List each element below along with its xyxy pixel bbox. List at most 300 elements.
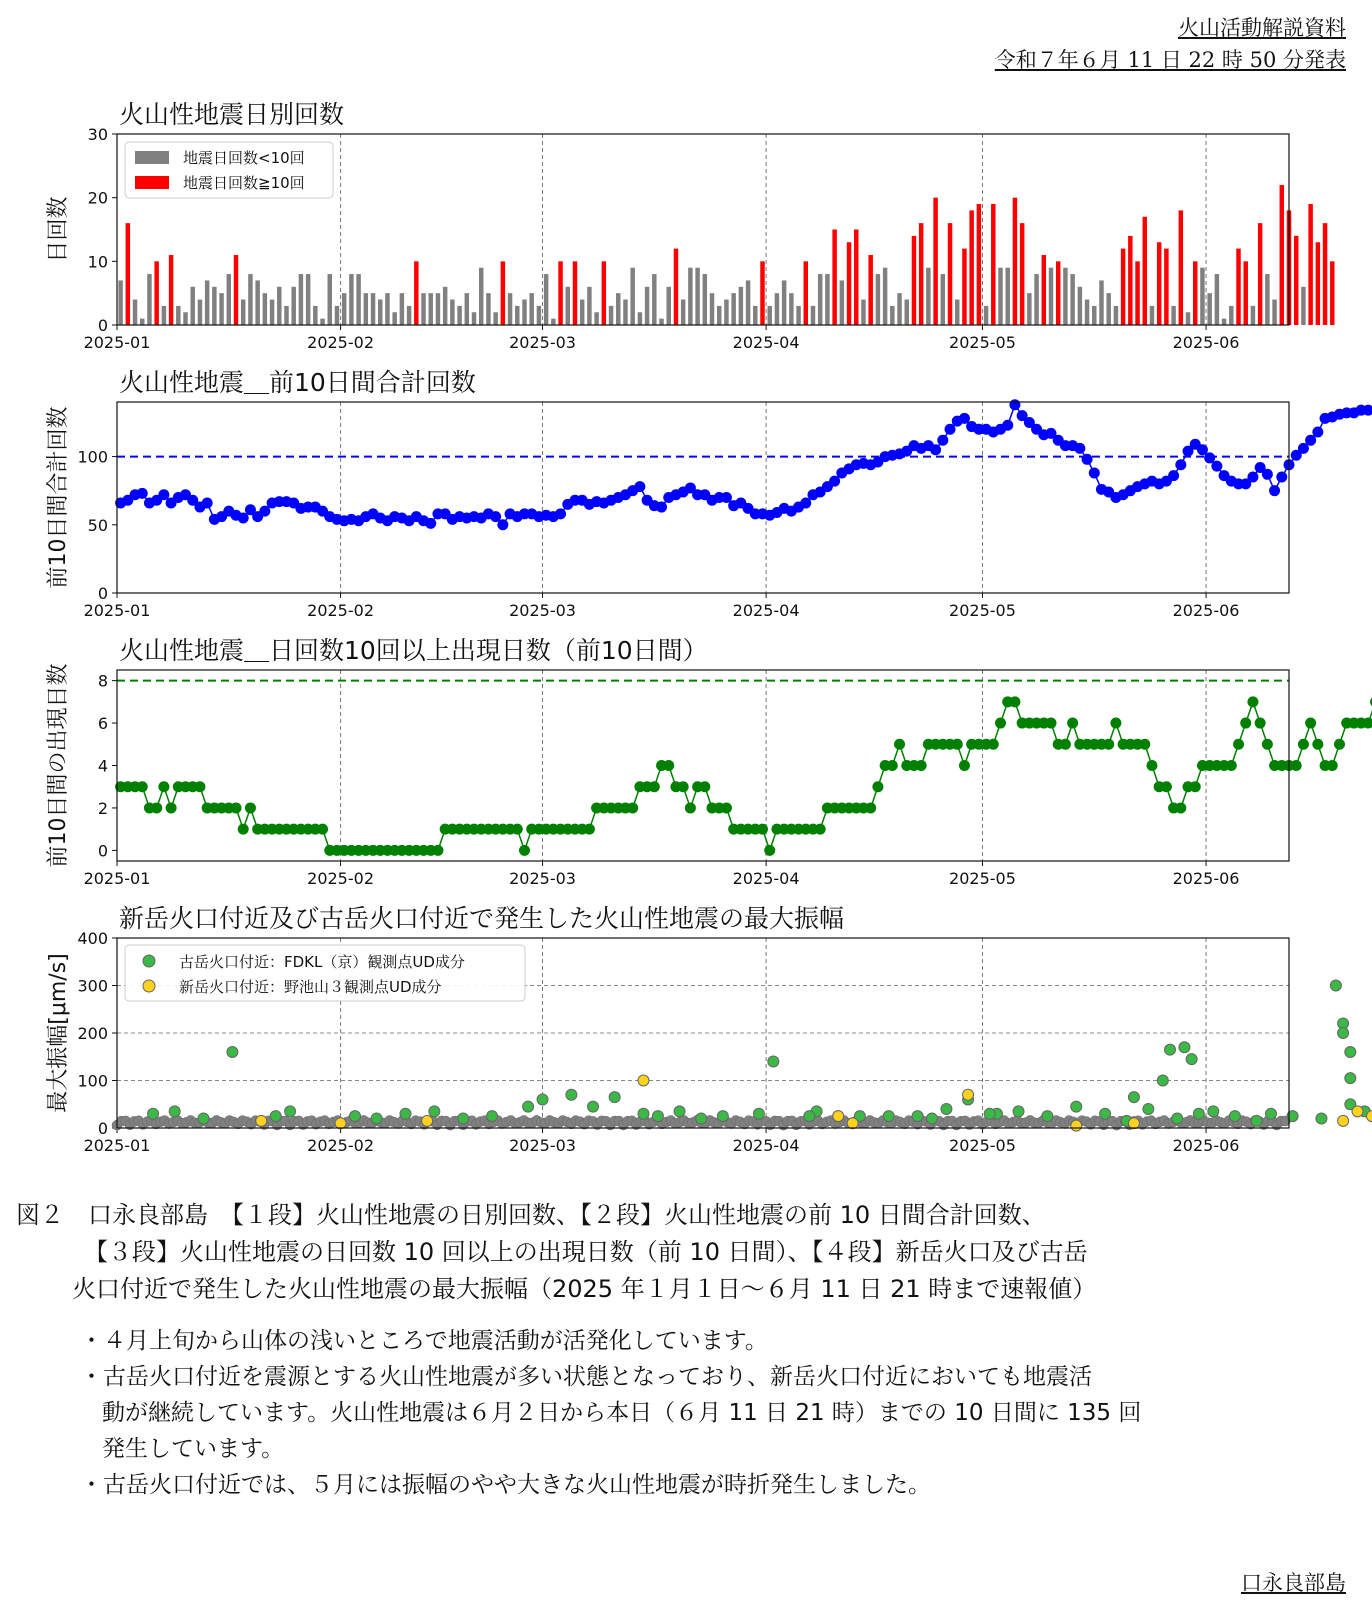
- data-point: [497, 519, 508, 530]
- bar-low: [739, 287, 743, 325]
- bar-low: [1049, 268, 1053, 325]
- bar-low: [1114, 306, 1118, 325]
- bar-high: [1157, 242, 1161, 325]
- bar-low: [630, 268, 634, 325]
- bar-low: [681, 300, 685, 325]
- caption-line-1: 図２ 口永良部島 【１段】火山性地震の日別回数、【２段】火山性地震の前 10 日間合計回数、: [16, 1201, 1046, 1229]
- bar-low: [392, 312, 396, 325]
- bar-high: [1020, 223, 1024, 325]
- y-tick-label: 0: [97, 584, 108, 603]
- event-fudake: [1330, 980, 1341, 991]
- bar-low: [811, 306, 815, 325]
- bar-low: [818, 274, 822, 325]
- bar-high: [868, 255, 872, 325]
- x-tick-label: 2025-05: [949, 869, 1016, 888]
- bar-high: [847, 242, 851, 325]
- x-tick-label: 2025-04: [732, 333, 800, 352]
- bar-low: [767, 306, 771, 325]
- bar-high: [1121, 249, 1125, 325]
- bar-low: [349, 274, 353, 325]
- event-fudake: [1071, 1101, 1082, 1112]
- event-shindake: [1128, 1118, 1139, 1129]
- data-point: [685, 802, 696, 813]
- event-fudake: [1345, 1047, 1356, 1058]
- data-point: [995, 718, 1006, 729]
- y-tick-label: 200: [77, 1024, 108, 1043]
- bar-low: [1027, 293, 1031, 325]
- chart-panel-2: [46, 368, 1372, 620]
- bar-low: [638, 312, 642, 325]
- data-point: [1067, 718, 1078, 729]
- data-point: [555, 508, 566, 519]
- bar-low: [1251, 306, 1255, 325]
- y-tick-label: 300: [77, 976, 108, 996]
- bar-low: [436, 293, 440, 325]
- event-fudake: [285, 1106, 296, 1117]
- bar-low: [421, 293, 425, 325]
- bar-low: [190, 287, 194, 325]
- event-shindake: [963, 1089, 974, 1100]
- bar-low: [1063, 268, 1067, 325]
- bar-low: [1099, 280, 1103, 325]
- bar-low: [551, 319, 555, 325]
- data-point: [1190, 781, 1201, 792]
- note-2a: ・古岳火口付近を震源とする火山性地震が多い状態となっており、新岳火口付近においても地震活: [80, 1364, 1092, 1390]
- y-tick-label: 0: [97, 316, 108, 335]
- publish-time: 令和７年６月 11 日 22 時 50 分発表: [994, 48, 1346, 72]
- bar-low: [400, 293, 404, 325]
- data-point: [231, 802, 242, 813]
- data-point: [1045, 718, 1056, 729]
- data-point: [1009, 696, 1020, 707]
- bar-low: [255, 280, 259, 325]
- data-point: [194, 781, 205, 792]
- event-shindake: [1352, 1106, 1363, 1117]
- bar-low: [263, 293, 267, 325]
- caption-line-3: 火口付近で発生した火山性地震の最大振幅（2025 年１月１日～６月 11 日 21 時まで速報値）: [72, 1275, 1097, 1303]
- bar-low: [789, 293, 793, 325]
- legend-swatch-gray: [135, 151, 169, 164]
- event-shindake: [422, 1115, 433, 1126]
- data-point: [959, 760, 970, 771]
- bar-high: [832, 230, 836, 326]
- event-fudake: [400, 1108, 411, 1119]
- event-fudake: [912, 1111, 923, 1122]
- bar-high: [760, 261, 764, 325]
- bar-low: [147, 274, 151, 325]
- data-point: [1074, 443, 1085, 454]
- data-point: [815, 824, 826, 835]
- bar-high: [912, 236, 916, 325]
- bar-low: [861, 300, 865, 325]
- data-point: [1262, 469, 1273, 480]
- bar-high: [1179, 210, 1183, 325]
- event-fudake: [753, 1108, 764, 1119]
- legend-label-low: 地震日回数<10回: [183, 149, 305, 167]
- bar-low: [508, 293, 512, 325]
- event-fudake: [652, 1111, 663, 1122]
- bar-low: [162, 306, 166, 325]
- bar-low: [616, 293, 620, 325]
- bar-high: [1330, 261, 1334, 325]
- data-point: [1168, 470, 1179, 481]
- event-shindake: [1338, 1115, 1349, 1126]
- bar-low: [198, 300, 202, 325]
- bar-low: [544, 274, 548, 325]
- footer-volcano-name: 口永良部島: [1241, 1571, 1346, 1595]
- event-shindake: [1071, 1120, 1082, 1131]
- bar-low: [443, 287, 447, 325]
- y-tick-label: 4: [97, 756, 108, 776]
- bar-low: [731, 293, 735, 325]
- bar-low: [486, 293, 490, 325]
- x-tick-label: 2025-01: [83, 1136, 151, 1155]
- bar-low: [140, 319, 144, 325]
- bar-low: [241, 300, 245, 325]
- bar-low: [1215, 274, 1219, 325]
- event-fudake: [1186, 1054, 1197, 1065]
- bar-high: [1308, 204, 1312, 325]
- data-point: [1002, 420, 1013, 431]
- bar-low: [284, 306, 288, 325]
- bar-low: [1171, 306, 1175, 325]
- x-tick-label: 2025-02: [307, 869, 375, 888]
- bar-low: [659, 319, 663, 325]
- bar-low: [1034, 274, 1038, 325]
- bar-low: [313, 306, 317, 325]
- legend: [125, 142, 333, 198]
- bar-low: [955, 300, 959, 325]
- bar-low: [587, 287, 591, 325]
- data-point: [988, 739, 999, 750]
- bar-low: [623, 300, 627, 325]
- bar-low: [183, 312, 187, 325]
- data-point: [1082, 454, 1093, 465]
- bar-low: [717, 306, 721, 325]
- data-point: [930, 444, 941, 455]
- bar-low: [1150, 306, 1154, 325]
- event-fudake: [1172, 1113, 1183, 1124]
- bar-low: [450, 300, 454, 325]
- bar-low: [566, 287, 570, 325]
- event-fudake: [1208, 1106, 1219, 1117]
- y-axis-label: 前10日間合計回数: [46, 406, 71, 589]
- bar-high: [501, 261, 505, 325]
- bar-low: [291, 287, 295, 325]
- bar-high: [948, 223, 952, 325]
- bar-low: [515, 306, 519, 325]
- x-tick-label: 2025-02: [307, 333, 375, 352]
- data-point: [663, 760, 674, 771]
- bar-low: [320, 319, 324, 325]
- bar-low: [1070, 274, 1074, 325]
- data-point: [1262, 739, 1273, 750]
- note-2c: 発生しています。: [102, 1436, 285, 1462]
- data-point: [432, 845, 443, 856]
- y-tick-label: 50: [87, 515, 108, 535]
- y-tick-label: 20: [87, 188, 108, 208]
- event-fudake: [429, 1106, 440, 1117]
- legend-marker-yellow: [143, 980, 155, 992]
- data-point: [519, 845, 530, 856]
- event-shindake: [256, 1115, 267, 1126]
- data-point: [1211, 461, 1222, 472]
- bar-low: [710, 293, 714, 325]
- chart-title: 火山性地震＿日回数10回以上出現日数（前10日間）: [119, 636, 708, 665]
- bar-low: [695, 268, 699, 325]
- bar-low: [212, 287, 216, 325]
- bar-high: [169, 255, 173, 325]
- bar-low: [537, 306, 541, 325]
- data-point: [151, 802, 162, 813]
- x-tick-label: 2025-01: [83, 869, 151, 888]
- data-point: [1269, 485, 1280, 496]
- data-point: [158, 781, 169, 792]
- bar-low: [703, 274, 707, 325]
- bar-high: [933, 198, 937, 325]
- bar-high: [969, 210, 973, 325]
- data-point: [1247, 696, 1258, 707]
- x-tick-label: 2025-04: [732, 1136, 800, 1155]
- notes: [80, 1323, 1350, 1503]
- bar-low: [457, 306, 461, 325]
- event-shindake: [847, 1118, 858, 1129]
- bar-low: [652, 274, 656, 325]
- event-fudake: [1265, 1108, 1276, 1119]
- note-3: ・古岳火口付近では、５月には振幅のやや大きな火山性地震が時折発生しました。: [80, 1472, 931, 1498]
- bar-low: [998, 268, 1002, 325]
- bar-high: [1294, 236, 1298, 325]
- bar-low: [753, 306, 757, 325]
- data-point: [1312, 427, 1323, 438]
- bar-high: [991, 204, 995, 325]
- y-tick-label: 30: [87, 125, 108, 144]
- bar-low: [667, 287, 671, 325]
- bar-high: [573, 261, 577, 325]
- data-point: [872, 781, 883, 792]
- data-point: [937, 435, 948, 446]
- bar-low: [1272, 300, 1276, 325]
- chart-panel-4: [46, 904, 1372, 1155]
- x-tick-label: 2025-06: [1172, 333, 1240, 352]
- data-point: [317, 824, 328, 835]
- data-point: [699, 781, 710, 792]
- x-tick-label: 2025-01: [83, 333, 151, 352]
- data-point: [1146, 760, 1157, 771]
- y-tick-label: 10: [87, 252, 108, 272]
- bar-high: [1323, 223, 1327, 325]
- bar-high: [919, 223, 923, 325]
- event-fudake: [1164, 1044, 1175, 1055]
- event-fudake: [1157, 1075, 1168, 1086]
- legend-swatch-red: [135, 176, 169, 189]
- bar-low: [428, 293, 432, 325]
- bar-low: [825, 274, 829, 325]
- event-shindake: [335, 1118, 346, 1129]
- bar-low: [926, 268, 930, 325]
- event-fudake: [1338, 1028, 1349, 1039]
- y-tick-label: 0: [97, 1119, 108, 1138]
- chart-title: 火山性地震＿前10日間合計回数: [119, 368, 476, 397]
- bar-low: [407, 306, 411, 325]
- bar-low: [176, 306, 180, 325]
- legend-label-high: 地震日回数≧10回: [183, 174, 305, 192]
- data-point: [202, 497, 213, 508]
- event-fudake: [674, 1106, 685, 1117]
- data-point: [757, 824, 768, 835]
- y-tick-label: 100: [77, 447, 108, 467]
- bar-low: [775, 293, 779, 325]
- x-tick-label: 2025-02: [307, 1136, 375, 1155]
- data-point: [584, 824, 595, 835]
- chart-panel-1: [46, 100, 1335, 352]
- data-point: [1312, 739, 1323, 750]
- bar-low: [905, 300, 909, 325]
- event-fudake: [941, 1104, 952, 1115]
- event-fudake: [588, 1101, 599, 1112]
- event-fudake: [227, 1047, 238, 1058]
- legend-label-shindake: 新岳火口付近：野池山３観測点UD成分: [179, 978, 442, 996]
- event-fudake: [926, 1113, 937, 1124]
- event-fudake: [609, 1092, 620, 1103]
- event-fudake: [1251, 1115, 1262, 1126]
- event-fudake: [804, 1111, 815, 1122]
- bar-low: [883, 268, 887, 325]
- data-point: [649, 781, 660, 792]
- data-point: [1139, 739, 1150, 750]
- note-1: ・４月上旬から山体の浅いところで地震活動が活発化しています。: [80, 1328, 768, 1354]
- event-fudake: [1229, 1111, 1240, 1122]
- data-point: [952, 739, 963, 750]
- bar-low: [724, 300, 728, 325]
- bar-low: [796, 306, 800, 325]
- bar-low: [356, 274, 360, 325]
- event-fudake: [523, 1101, 534, 1112]
- data-point: [627, 802, 638, 813]
- bar-low: [890, 306, 894, 325]
- event-fudake: [1013, 1106, 1024, 1117]
- bar-high: [602, 261, 606, 325]
- x-tick-label: 2025-03: [509, 1136, 576, 1155]
- bar-high: [1135, 261, 1139, 325]
- data-point: [887, 760, 898, 771]
- event-fudake: [883, 1111, 894, 1122]
- event-fudake: [148, 1108, 159, 1119]
- event-fudake: [169, 1106, 180, 1117]
- legend: [125, 945, 525, 1001]
- x-tick-label: 2025-03: [509, 869, 576, 888]
- bar-low: [1186, 312, 1190, 325]
- y-tick-label: 0: [97, 841, 108, 861]
- bar-low: [529, 293, 533, 325]
- bar-low: [248, 274, 252, 325]
- y-tick-label: 2: [97, 798, 108, 818]
- bar-low: [1222, 319, 1226, 325]
- data-point: [1103, 739, 1114, 750]
- bar-low: [1078, 287, 1082, 325]
- x-tick-label: 2025-05: [949, 333, 1016, 352]
- bar-low: [219, 293, 223, 325]
- bar-low: [277, 287, 281, 325]
- y-axis-label: 最大振幅[μm/s]: [46, 953, 71, 1113]
- x-tick-label: 2025-03: [509, 333, 576, 352]
- bar-high: [1164, 249, 1168, 325]
- bar-low: [688, 268, 692, 325]
- event-fudake: [717, 1111, 728, 1122]
- y-axis-label: 前10日間の出現日数: [46, 663, 71, 868]
- bar-high: [1143, 217, 1147, 325]
- data-point: [137, 488, 148, 499]
- bar-high: [1193, 261, 1197, 325]
- bar-low: [984, 306, 988, 325]
- x-tick-label: 2025-01: [83, 601, 151, 620]
- bar-low: [1301, 287, 1305, 325]
- bar-low: [522, 300, 526, 325]
- document-type: 火山活動解説資料: [1178, 16, 1346, 40]
- event-fudake: [270, 1111, 281, 1122]
- chart-panel-3: [46, 636, 1372, 888]
- bar-low: [645, 287, 649, 325]
- data-point: [721, 802, 732, 813]
- data-point: [764, 845, 775, 856]
- data-point: [1009, 399, 1020, 410]
- data-point: [1305, 718, 1316, 729]
- bar-low: [328, 274, 332, 325]
- x-tick-label: 2025-04: [732, 869, 800, 888]
- bar-high: [804, 261, 808, 325]
- x-tick-label: 2025-05: [949, 601, 1016, 620]
- bar-low: [1106, 293, 1110, 325]
- bar-high: [1316, 242, 1320, 325]
- chart-title: 火山性地震日別回数: [119, 100, 345, 129]
- bar-high: [558, 261, 562, 325]
- note-2b: 動が継続しています。火山性地震は６月２日から本日（６月 11 日 21 時）までの 10 日間に 135 回: [102, 1400, 1142, 1426]
- data-point: [1276, 472, 1287, 483]
- event-fudake: [696, 1113, 707, 1124]
- bar-low: [227, 274, 231, 325]
- bar-low: [306, 274, 310, 325]
- bar-high: [854, 230, 858, 326]
- bar-low: [479, 268, 483, 325]
- bar-low: [1092, 306, 1096, 325]
- x-tick-label: 2025-06: [1172, 601, 1240, 620]
- bar-high: [1243, 261, 1247, 325]
- legend-label-fudake: 古岳火口付近：FDKL（京）観測点UD成分: [179, 953, 465, 971]
- x-tick-label: 2025-06: [1172, 869, 1240, 888]
- data-point: [1255, 718, 1266, 729]
- bar-low: [782, 280, 786, 325]
- data-point: [1334, 739, 1345, 750]
- bar-low: [1200, 268, 1204, 325]
- bar-high: [1258, 223, 1262, 325]
- data-point: [634, 481, 645, 492]
- event-shindake: [638, 1075, 649, 1086]
- bar-low: [1005, 268, 1009, 325]
- event-shindake: [833, 1111, 844, 1122]
- legend-marker-green: [143, 955, 155, 967]
- chart-title: 新岳火口付近及び古岳火口付近で発生した火山性地震の最大振幅: [119, 904, 845, 933]
- event-fudake: [1179, 1042, 1190, 1053]
- bar-low: [299, 274, 303, 325]
- data-point: [1060, 739, 1071, 750]
- event-fudake: [768, 1056, 779, 1067]
- bar-low: [1229, 306, 1233, 325]
- event-fudake: [487, 1111, 498, 1122]
- data-point: [425, 518, 436, 529]
- bar-low: [594, 312, 598, 325]
- figure-caption: [16, 1197, 1346, 1308]
- bar-low: [133, 300, 137, 325]
